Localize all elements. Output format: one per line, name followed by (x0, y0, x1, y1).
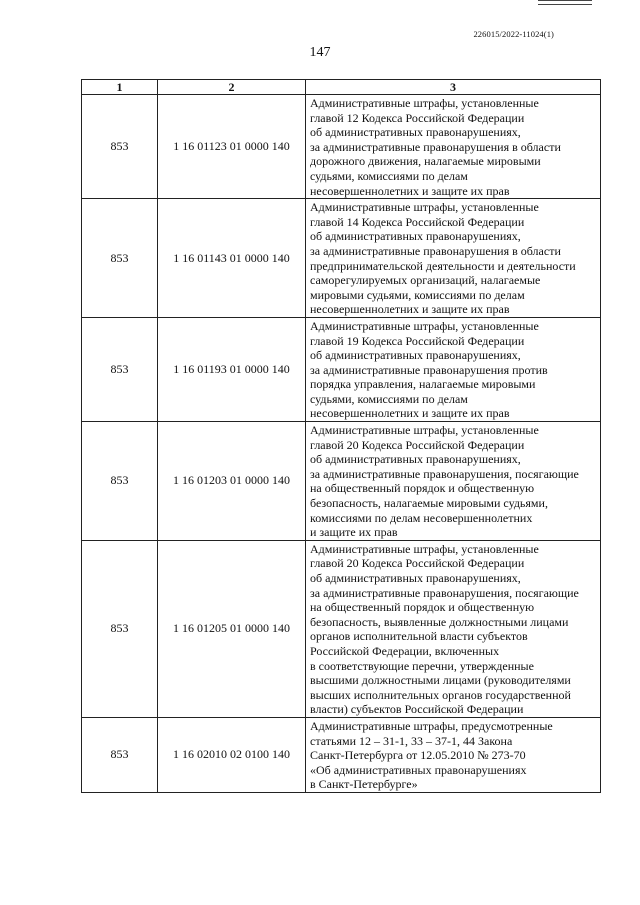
admin-code-cell: 853 (82, 199, 158, 318)
description-line: Административные штрафы, установленные (310, 541, 539, 556)
description-cell (306, 199, 601, 318)
description-line: за административные правонарушения против (310, 362, 548, 377)
description-line: несовершеннолетних и защите их прав (310, 406, 510, 421)
admin-code-cell: 853 (82, 540, 158, 717)
description-line: высшими должностными лицами (руководителями (310, 673, 571, 688)
description-line: главой 20 Кодекса Российской Федерации (310, 556, 525, 571)
budget-classification-code-cell: 1 16 02010 02 0100 140 (158, 717, 306, 792)
description-line: порядка управления, налагаемые мировыми (310, 377, 536, 392)
column-header: 3 (306, 80, 601, 95)
budget-classification-code-cell: 1 16 01203 01 0000 140 (158, 422, 306, 541)
description-line: Административные штрафы, предусмотренные (310, 718, 553, 733)
description-line: несовершеннолетних и защите их прав (310, 302, 510, 317)
description-line: за административные правонарушения в области (310, 139, 561, 154)
description-line: главой 19 Кодекса Российской Федерации (310, 333, 525, 348)
description-cell (306, 422, 601, 541)
description-line: высших исполнительных органов государственной (310, 687, 571, 702)
description-line: безопасность, налагаемые мировыми судьями, (310, 496, 548, 511)
description-line: в соответствующие перечни, утвержденные (310, 658, 534, 673)
top-edge-mark (538, 0, 592, 5)
table-row (82, 317, 601, 421)
description-line: об административных правонарушениях, (310, 125, 521, 140)
description-line: Административные штрафы, установленные (310, 96, 539, 110)
description-line: власти) субъектов Российской Федерации (310, 702, 524, 717)
description-line: на общественный порядок и общественную (310, 600, 535, 615)
description-line: в Санкт-Петербурге» (310, 777, 418, 792)
description-line: дорожного движения, налагаемые мировыми (310, 154, 541, 169)
admin-code-cell: 853 (82, 422, 158, 541)
description-cell (306, 540, 601, 717)
table-row (82, 717, 601, 792)
admin-code-cell: 853 (82, 95, 158, 199)
description-line: несовершеннолетних и защите их прав (310, 183, 510, 198)
description-line: предпринимательской деятельности и деятельности (310, 258, 576, 273)
table-row (82, 422, 601, 541)
description-cell (306, 317, 601, 421)
description-line: об административных правонарушениях, (310, 571, 521, 585)
description-line: Административные штрафы, установленные (310, 200, 539, 215)
budget-classification-code-cell: 1 16 01193 01 0000 140 (158, 317, 306, 421)
budget-classification-code-cell: 1 16 01205 01 0000 140 (158, 540, 306, 717)
description-line: главой 12 Кодекса Российской Федерации (310, 110, 525, 125)
table-row (82, 95, 601, 199)
admin-code-cell: 853 (82, 317, 158, 421)
description-line: на общественный порядок и общественную (310, 481, 535, 496)
description-line: мировыми судьями, комиссиями по делам (310, 287, 525, 302)
page-number: 147 (309, 45, 331, 60)
description-line: Административные штрафы, установленные (310, 318, 539, 333)
revenue-code-table (81, 79, 601, 793)
description-line: Санкт-Петербурга от 12.05.2010 № 273-70 (310, 748, 526, 763)
description-cell (306, 717, 601, 792)
description-line: и защите их прав (310, 525, 398, 540)
description-line: об административных правонарушениях, (310, 452, 521, 467)
column-header: 2 (158, 80, 306, 95)
budget-classification-code-cell: 1 16 01123 01 0000 140 (158, 95, 306, 199)
description-line: судьями, комиссиями по делам (310, 391, 468, 406)
description-line: об административных правонарушениях, (310, 348, 521, 363)
description-line: саморегулируемых организаций, налагаемые (310, 273, 541, 288)
description-line: комиссиями по делам несовершеннолетних (310, 510, 533, 525)
admin-code-cell: 853 (82, 717, 158, 792)
description-line: за административные правонарушения, посягающие (310, 466, 579, 481)
description-line: главой 14 Кодекса Российской Федерации (310, 214, 525, 229)
description-line: Административные штрафы, установленные (310, 423, 539, 438)
description-line: органов исполнительной власти субъектов (310, 629, 528, 644)
column-header: 1 (82, 80, 158, 95)
budget-classification-code-cell: 1 16 01143 01 0000 140 (158, 199, 306, 318)
description-line: об административных правонарушениях, (310, 229, 521, 244)
description-line: «Об административных правонарушениях (310, 762, 527, 777)
description-line: Российской Федерации, включенных (310, 643, 500, 658)
description-line: судьями, комиссиями по делам (310, 168, 468, 183)
table-row (82, 540, 601, 717)
description-line: безопасность, выявленные должностными лицами (310, 614, 569, 629)
description-line: за административные правонарушения в области (310, 243, 561, 258)
description-line: главой 20 Кодекса Российской Федерации (310, 437, 525, 452)
description-line: статьями 12 – 31-1, 33 – 37-1, 44 Закона (310, 733, 513, 748)
document-number: 226015/2022-11024(1) (473, 29, 554, 39)
description-line: за административные правонарушения, посягающие (310, 585, 579, 600)
description-cell (306, 95, 601, 199)
table-row (82, 199, 601, 318)
table-header-row (82, 80, 601, 95)
